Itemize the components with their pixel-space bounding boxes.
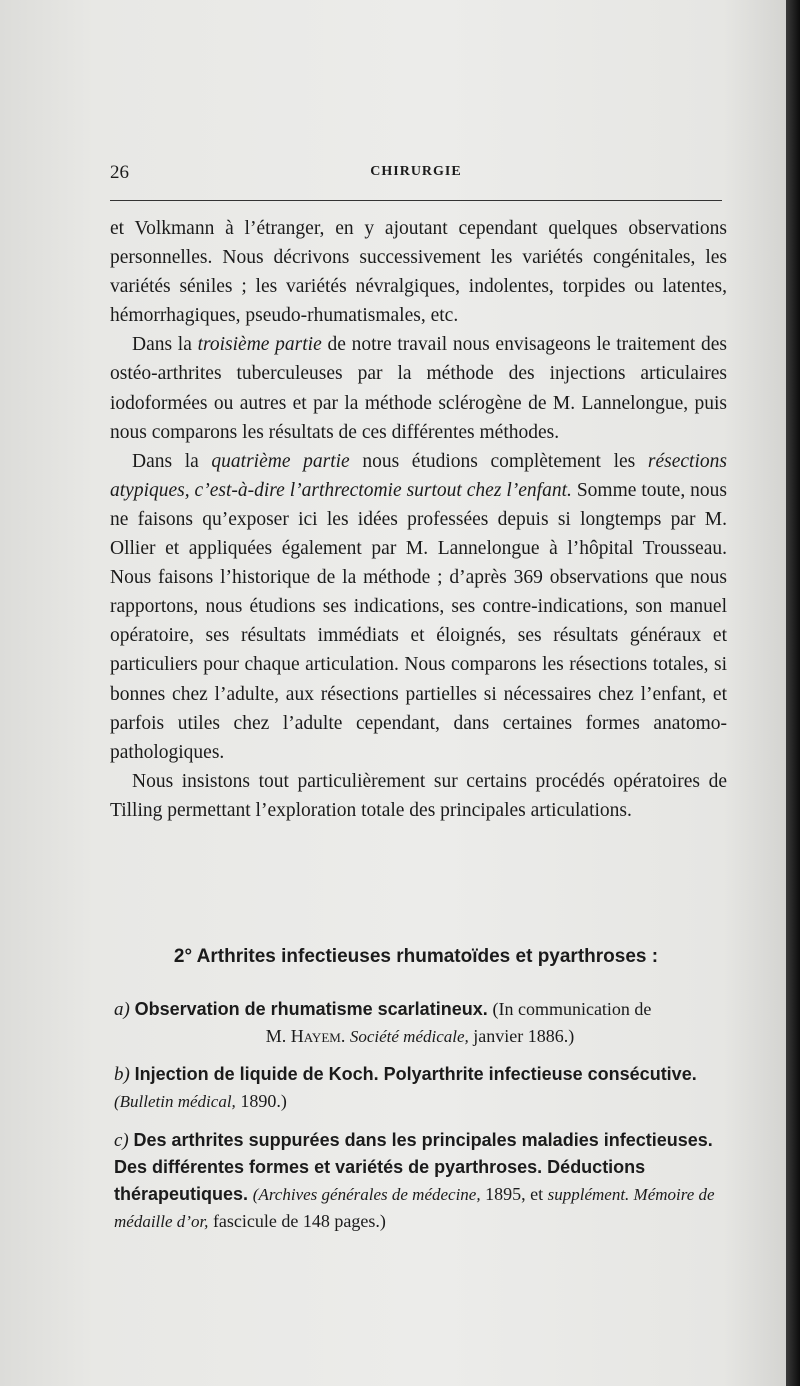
entry-a-journal: Société médicale,	[349, 1027, 469, 1046]
paragraph-3-text-cont: nous étudions complètement les	[349, 450, 648, 472]
entry-b-source	[114, 1091, 287, 1111]
paragraph-2-emphasis: troisième partie	[197, 334, 322, 356]
entry-a	[114, 996, 726, 1050]
running-head: CHIRURGIE	[370, 164, 462, 179]
entry-a-letter: a)	[114, 999, 130, 1020]
page-header	[110, 158, 722, 188]
entry-b-title: Injection de liquide de Koch. Polyarthrite infectieuse consécutive.	[134, 1064, 697, 1084]
body-text	[110, 214, 727, 825]
entry-c-letter: c)	[114, 1130, 129, 1151]
paragraph-2-text: Dans la	[132, 334, 198, 356]
header-rule	[110, 200, 722, 201]
entry-a-date: janvier 1886.)	[473, 1026, 575, 1046]
paragraph-2	[110, 330, 727, 446]
paragraph-3-text: Dans la	[132, 450, 212, 472]
entry-c-rest: fascicule de 148 pages.)	[212, 1211, 386, 1231]
entry-c-journal-2: supplément. Mémoire de médaille d’or,	[114, 1185, 715, 1231]
page-edge-shadow	[786, 0, 800, 1386]
paragraph-3	[110, 447, 727, 767]
entry-c-year: 1895, et	[485, 1184, 544, 1204]
entry-a-title: Observation de rhumatisme scarlatineux.	[134, 999, 488, 1019]
entry-b-date: 1890.)	[240, 1091, 287, 1111]
entry-a-source: (In communication de	[492, 999, 652, 1019]
entry-a-author: M. Hayem.	[265, 1026, 346, 1046]
page-number: 26	[110, 162, 129, 183]
entry-c-title: Des arthrites suppurées dans les principales maladies infectieuses. Des différentes formes et variétés de pyarthroses. Déductions thérapeutiques.	[114, 1130, 713, 1204]
paragraph-3-emphasis: quatrième partie	[211, 450, 350, 472]
entry-c	[114, 1127, 726, 1235]
entry-b-journal: (Bulletin médical,	[114, 1092, 236, 1111]
paragraph-3-text-end: Somme toute, nous ne faisons qu’exposer ici les idées professées depuis si longtemps par M. Ollier et appliquées également par M. Lannelongue à l’hôpital Trousseau. Nous faisons l’historique de la méthode ; d’après 369 observations que nous rapportons, nous étudions ses indications, ses contre-indications, son manuel opératoire, ses résultats immédiats et éloignés, ses résultats généraux et particuliers pour chaque articulation. Nous comparons les résections totales, si bonnes chez l’adulte, aux résections partielles si nécessaires chez l’enfant, et parfois utiles chez l’adulte cependant, dans certaines formes anatomo-pathologiques.	[110, 479, 727, 763]
entry-b	[114, 1061, 726, 1115]
entry-b-letter: b)	[114, 1064, 130, 1085]
entry-c-journal: (Archives générales de médecine,	[252, 1185, 481, 1204]
paragraph-3-emphasis-2: résections atypiques, c’est-à-dire l’arthrectomie surtout chez l’enfant.	[110, 450, 727, 501]
paragraph-1: et Volkmann à l’étranger, en y ajoutant cependant quelques observations personnelles. Nous décrivons successivement les variétés congénitales, les variétés séniles ; les variétés névralgiques, indolentes, torpides ou latentes, hémorrhagiques, pseudo-rhumatismales, etc.	[110, 218, 727, 327]
paragraph-4: Nous insistons tout particulièrement sur certains procédés opératoires de Tilling permettant l’exploration totale des principales articulations.	[110, 770, 727, 821]
paragraph-2-text-cont: de notre travail nous envisageons le traitement des ostéo-arthrites tuberculeuses par la méthode des injections articulaires iodoformées ou autres et par la méthode sclérogène de M. Lannelongue, puis nous comparons les résultats de ces différentes méthodes.	[110, 334, 727, 443]
entry-a-source-line	[114, 1023, 726, 1050]
section-title: 2° Arthrites infectieuses rhumatoïdes et pyarthroses :	[173, 946, 659, 967]
